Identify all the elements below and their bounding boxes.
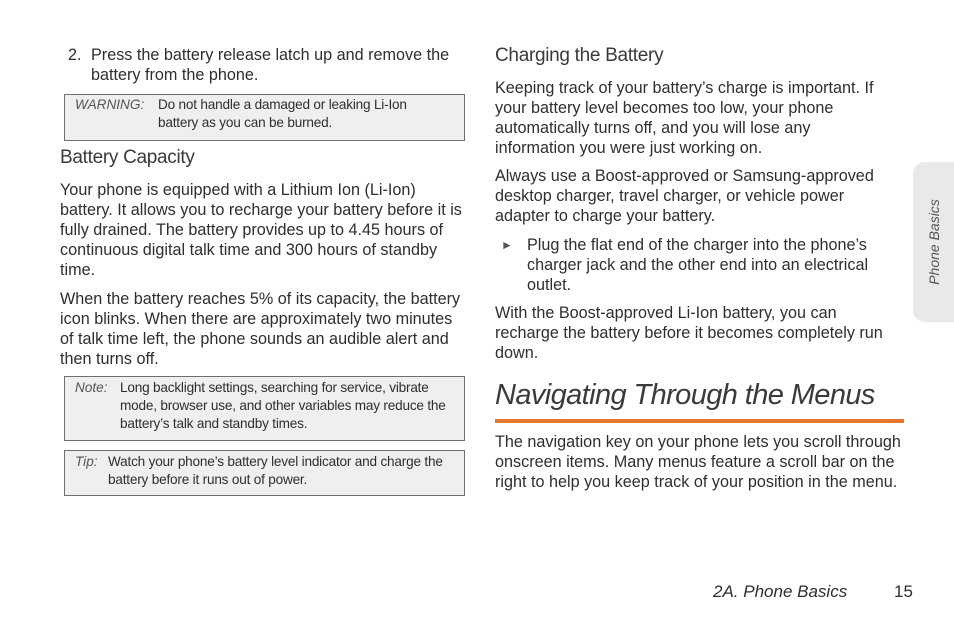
step-number: 2. (68, 46, 82, 64)
tip-text: Watch your phone’s battery level indicator and charge the battery before it runs out of power. (108, 454, 443, 487)
charging-paragraph-1: Keeping track of your battery’s charge is important. If your battery level becomes too low, your phone automatically turns off, and you will lose any information you were just working on. (495, 79, 874, 157)
warning-text: Do not handle a damaged or leaking Li-Ion battery as you can be burned. (158, 97, 407, 130)
note-text: Long backlight settings, searching for service, vibrate mode, browser use, and other variables may reduce the battery’s talk and standby times. (120, 380, 446, 431)
bullet-text: Plug the flat end of the charger into the phone’s charger jack and the other end into an electrical outlet. (527, 236, 869, 294)
step-text: Press the battery release latch up and remove the battery from the phone. (91, 46, 450, 84)
page-number: 15 (894, 582, 913, 601)
bullet-arrow-icon: ► (501, 238, 513, 252)
title-underline (495, 419, 904, 423)
charging-paragraph-3: With the Boost-approved Li-Ion battery, you can recharge the battery before it becomes completely run down. (495, 304, 883, 362)
note-label: Note: (75, 380, 108, 395)
battery-capacity-paragraph-2: When the battery reaches 5% of its capacity, the battery icon blinks. When there are approximately two minutes of talk time left, the phone sounds an audible alert and then turns off. (60, 290, 461, 368)
section-title: Navigating Through the Menus (495, 379, 875, 411)
tip-label: Tip: (75, 454, 98, 469)
warning-label: WARNING: (75, 97, 145, 112)
warning-callout (64, 94, 465, 141)
battery-capacity-paragraph-1: Your phone is equipped with a Lithium Ion (Li-Ion) battery. It allows you to recharge your battery before it is fully drained. The battery provides up to 4.45 hours of continuous digital talk time and 300 hours of standby time. (60, 181, 462, 279)
charging-paragraph-2: Always use a Boost-approved or Samsung-approved desktop charger, travel charger, or vehicle power adapter to charge your battery. (495, 167, 874, 225)
footer-section: 2A. Phone Basics (713, 582, 848, 601)
navigation-paragraph: The navigation key on your phone lets you scroll through onscreen items. Many menus feature a scroll bar on the right to help you keep track of your position in the menu. (495, 433, 901, 491)
side-tab-label: Phone Basics (925, 199, 942, 285)
charging-heading: Charging the Battery (495, 45, 664, 66)
note-callout (64, 376, 465, 441)
battery-capacity-heading: Battery Capacity (60, 147, 195, 168)
section-side-tab (913, 162, 954, 322)
tip-callout (64, 450, 465, 496)
